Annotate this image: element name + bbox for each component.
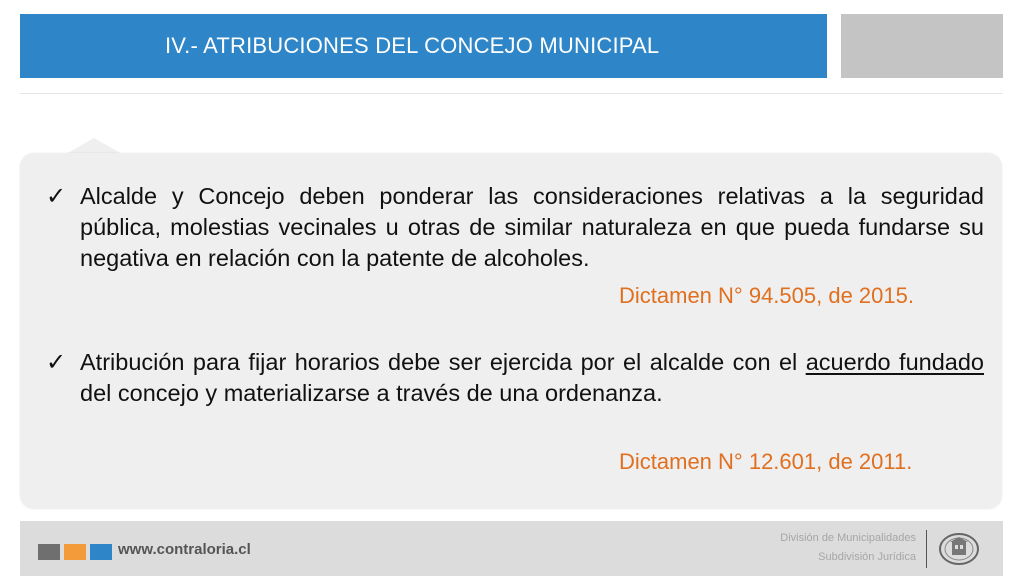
header-bar xyxy=(20,14,827,78)
reference-dictamen-1: Dictamen N° 94.505, de 2015. xyxy=(619,283,914,308)
content-box-notch xyxy=(66,138,122,154)
divider-line xyxy=(20,93,1003,94)
checkmark-icon: ✓ xyxy=(46,183,67,210)
footer-separator xyxy=(926,530,927,568)
reference-dictamen-2: Dictamen N° 12.601, de 2011. xyxy=(619,449,913,474)
slide-title: IV.- ATRIBUCIONES DEL CONCEJO MUNICIPAL xyxy=(165,33,660,58)
bullet-text-1: Alcalde y Concejo deben ponderar las consideraciones relativas a la seguridad pública, molestias vecinales u otras de similar naturaleza en que pueda fundarse su negativa en relación con la patente de alcoholes. xyxy=(80,183,984,271)
footer-square-orange xyxy=(64,544,86,560)
bullet-text-2-after: del concejo y materializarse a través de una ordenanza. xyxy=(80,380,663,406)
left-frame xyxy=(0,0,14,576)
bullet-item-2 xyxy=(46,347,984,409)
bullet-text-2-before: Atribución para fijar horarios debe ser ejercida por el alcalde con el xyxy=(80,349,806,375)
header-gray-block xyxy=(841,14,1003,78)
bullet-text-2-underlined: acuerdo fundado xyxy=(805,349,984,375)
footer-square-gray xyxy=(38,544,60,560)
contraloria-seal-icon xyxy=(938,532,980,566)
checkmark-icon: ✓ xyxy=(46,349,67,376)
contraloria-link[interactable]: www.contraloria.cl xyxy=(118,541,251,558)
bullet-item-1 xyxy=(46,181,984,274)
footer-square-blue xyxy=(90,544,112,560)
bullet-text-2 xyxy=(80,347,984,409)
footer-division: División de Municipalidades xyxy=(780,532,916,544)
footer-subdivision: Subdivisión Jurídica xyxy=(818,551,916,563)
